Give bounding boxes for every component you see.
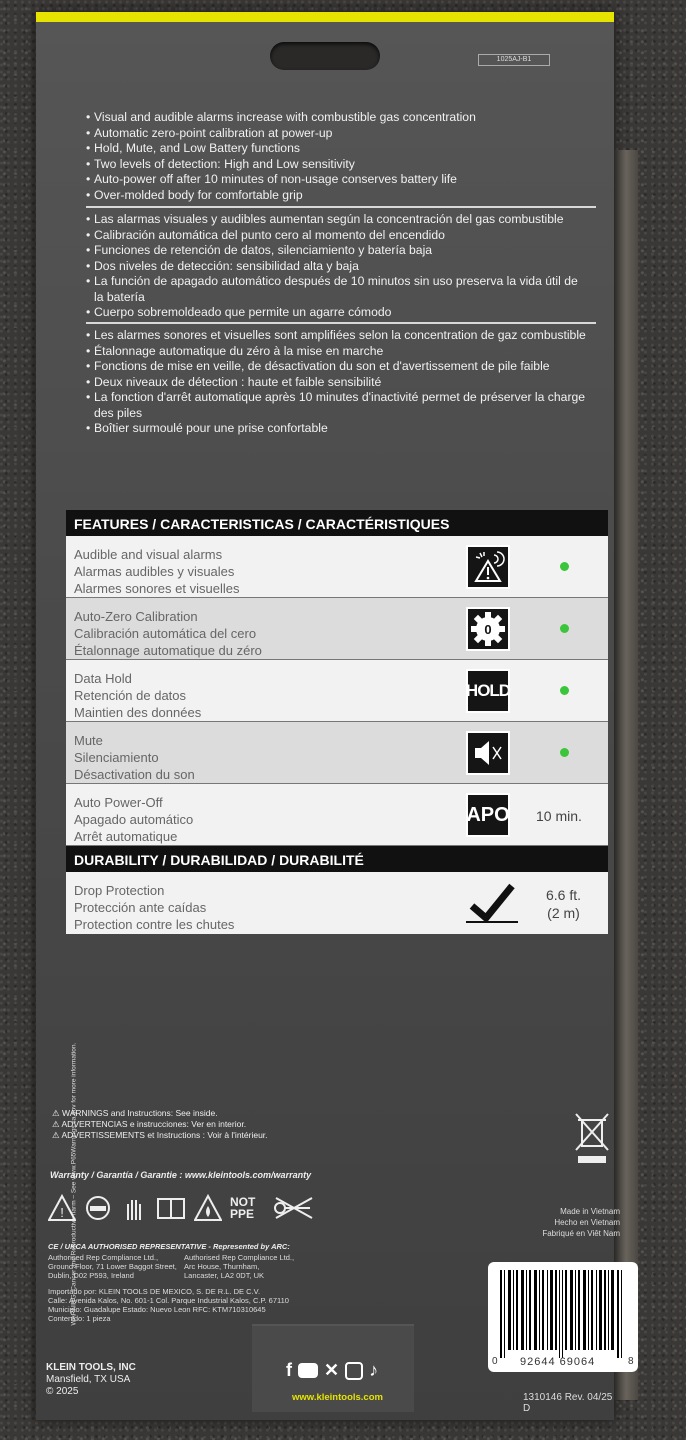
feature-row (66, 722, 608, 784)
features-header: FEATURES / CARACTERISTICAS / CARACTÉRISTIQUES (66, 510, 608, 536)
apo-icon: APO (466, 793, 510, 837)
instagram-icon (345, 1362, 363, 1380)
rep-line: Lancaster, LA2 0DT, UK (184, 1271, 265, 1280)
weee-bin-icon (572, 1110, 612, 1175)
bullet: • Two levels of detection: High and Low sensitivity (86, 157, 606, 173)
durability-header: DURABILITY / DURABILIDAD / DURABILITÉ (66, 846, 608, 872)
x-icon: ✕ (324, 1360, 340, 1380)
made-in-line: Fabriqué en Viêt Nam (542, 1229, 620, 1238)
importer-line: Municipio: Guadalupe Estado: Nuevo Leon RFC: KTM710310645 (48, 1305, 266, 1314)
warning-triangle-icon (48, 1194, 76, 1222)
bullet: • Cuerpo sobremoldeado que permite un agarre cómodo (86, 305, 606, 321)
importer-block (48, 1287, 289, 1323)
bullet: • Hold, Mute, and Low Battery functions (86, 141, 606, 157)
rep-line: Ground Floor, 71 Lower Baggot Street, (48, 1262, 177, 1271)
feature-line: Mute (74, 733, 103, 748)
bullet: • Auto-power off after 10 minutes of non-usage conserves battery life (86, 172, 606, 188)
package-back (36, 12, 634, 1420)
french-bullets (86, 328, 606, 437)
gear-zero-icon (466, 607, 510, 651)
barcode-right-digit: 8 (628, 1356, 634, 1367)
durability-line: Protection contre les chutes (74, 917, 235, 932)
drop-height-ft: 6.6 ft. (546, 887, 582, 903)
not-ppe-label: NOT PPE (230, 1195, 256, 1221)
rep-line: Authorised Rep Compliance Ltd., (48, 1253, 159, 1262)
feature-line: Auto-Zero Calibration (74, 609, 198, 624)
feature-line: Désactivation du son (74, 767, 195, 782)
divider (86, 206, 596, 208)
alarm-icon (466, 545, 510, 589)
importer-line: Contenido: 1 pieza (48, 1314, 111, 1323)
company-name: KLEIN TOOLS, INC (46, 1362, 136, 1373)
durability-text (74, 882, 234, 933)
bullet: • Les alarmes sonores et visuelles sont amplifiées selon la concentration de gaz combustible (86, 328, 606, 344)
barcode-digits: 92644 69064 (520, 1356, 596, 1368)
bullet: • Over-molded body for comfortable grip (86, 188, 606, 204)
barcode-left-digit: 0 (492, 1356, 498, 1367)
features-table (66, 510, 608, 934)
revision-code: 1310146 Rev. 04/25 D (523, 1392, 613, 1414)
bullet: • Étalonnage automatique du zéro à la mise en marche (86, 344, 606, 360)
social-panel (252, 1324, 414, 1412)
warranty: Warranty / Garantía / Garantie : www.kleintools.com/warranty (50, 1170, 312, 1180)
bullet: • Visual and audible alarms increase with combustible gas concentration (86, 110, 606, 126)
bullet: • Deux niveaux de détection : haute et faible sensibilité (86, 375, 606, 391)
youtube-icon (298, 1363, 318, 1378)
feature-text (74, 608, 262, 659)
ce-header: CE / UKCA AUTHORISED REPRESENTATIVE - Represented by ARC: (48, 1242, 290, 1251)
feature-line: Auto Power-Off (74, 795, 163, 810)
barcode-label (488, 1262, 638, 1372)
importer-line: Importado por: KLEIN TOOLS DE MEXICO, S. DE R.L. DE C.V. (48, 1287, 261, 1296)
made-in-line: Hecho en Vietnam (554, 1218, 620, 1227)
warning-line: ⚠ WARNINGS and Instructions: See inside. (52, 1108, 218, 1118)
gloves-icon (120, 1194, 148, 1222)
durability-line: Protección ante caídas (74, 900, 207, 915)
company-location: Mansfield, TX USA (46, 1374, 131, 1385)
website-link[interactable]: www.kleintools.com (292, 1392, 383, 1403)
yellow-top-edge (36, 12, 614, 22)
feature-line: Apagado automático (74, 812, 194, 827)
feature-row (66, 660, 608, 722)
feature-line: Arrêt automatique (74, 829, 178, 844)
svg-text:0: 0 (484, 622, 492, 637)
warning-text: WARNINGS and Instructions: See inside. (61, 1108, 218, 1118)
feature-line: Retención de datos (74, 688, 187, 703)
rep-line: Dublin, D02 P593, Ireland (48, 1271, 134, 1280)
eye-protection-icon (84, 1194, 112, 1222)
made-in-block (536, 1206, 620, 1239)
warning-text: ADVERTISSEMENTS et Instructions : Voir à l'intérieur. (61, 1130, 268, 1140)
spanish-bullets (86, 212, 606, 321)
feature-line: Maintien des données (74, 705, 202, 720)
feature-text (74, 794, 193, 845)
feature-line: Étalonnage automatique du zéro (74, 643, 262, 658)
bullet: • Las alarmas visuales y audibles aumentan según la concentración del gas combustible (86, 212, 606, 228)
manual-icon (156, 1194, 186, 1222)
included-indicator (560, 748, 569, 757)
side-warning: WARNING: Cancer and Reproductive harm – See www.P65Warnings.ca.gov for more information. (70, 1042, 78, 1326)
bullet: • Fonctions de mise en veille, de désactivation du son et d'avertissement de pile faible (86, 359, 606, 375)
bullet: • Automatic zero-point calibration at power-up (86, 126, 606, 142)
svg-text:!: ! (60, 1205, 64, 1220)
facebook-icon: f (286, 1360, 292, 1380)
feature-text (74, 546, 239, 597)
bullet-continuation: la batería (94, 289, 145, 304)
part-code-box: 1025AJ-B1 (478, 54, 550, 66)
warnings-block (52, 1108, 268, 1141)
feature-text (74, 670, 201, 721)
flame-warning-icon (194, 1194, 222, 1222)
included-indicator (560, 686, 569, 695)
feature-text (74, 732, 195, 783)
warning-text: ADVERTENCIAS e instrucciones: Ver en interior. (61, 1119, 247, 1129)
feature-row (66, 784, 608, 846)
social-icons (286, 1360, 378, 1381)
bullet: • La función de apagado automático después de 10 minutos sin uso preserva la vida útil de (86, 274, 606, 290)
feature-line: Silenciamiento (74, 750, 159, 765)
hold-icon: HOLD (466, 669, 510, 713)
feature-line: Data Hold (74, 671, 132, 686)
feature-row (66, 536, 608, 598)
mute-icon (466, 731, 510, 775)
drop-height (546, 886, 581, 922)
hang-hole (270, 42, 380, 70)
rep-right (184, 1253, 294, 1280)
no-tool-icon (270, 1194, 316, 1222)
durability-line: Drop Protection (74, 883, 165, 898)
importer-line: Calle: Avenida Kalos, No. 601-1 Col. Parque Industrial Kalos, C.P. 67110 (48, 1296, 289, 1305)
included-indicator (560, 624, 569, 633)
feature-line: Alarmas audibles y visuales (74, 564, 235, 579)
tiktok-icon: ♪ (369, 1360, 379, 1380)
bullet-continuation: des piles (94, 405, 143, 420)
rep-line: Authorised Rep Compliance Ltd., (184, 1253, 295, 1262)
durability-row (66, 872, 608, 934)
feature-row (66, 598, 608, 660)
bullet: • Boîtier surmoulé pour une prise confortable (86, 421, 606, 437)
bullet: • La fonction d'arrêt automatique après 10 minutes d'inactivité permet de préserver la charge (86, 390, 606, 406)
feature-line: Alarmes sonores et visuelles (74, 581, 240, 596)
safety-icons (48, 1194, 316, 1222)
svg-text:i: i (169, 1203, 173, 1217)
included-indicator (560, 562, 569, 571)
drop-height-m: (2 m) (547, 905, 580, 921)
feature-line: Audible and visual alarms (74, 547, 223, 562)
bullet: • Funciones de retención de datos, silenciamiento y batería baja (86, 243, 606, 259)
english-bullets (86, 110, 606, 203)
auto-off-value: 10 min. (536, 808, 582, 824)
warning-line: ⚠ ADVERTISSEMENTS et Instructions : Voir à l'intérieur. (52, 1130, 268, 1140)
bullet: • Calibración automática del punto cero al momento del encendido (86, 228, 606, 244)
rep-line: Arc House, Thurnham, (184, 1262, 260, 1271)
warning-line: ⚠ ADVERTENCIAS e instrucciones: Ver en interior. (52, 1119, 247, 1129)
bullet: • Dos niveles de detección: sensibilidad alta y baja (86, 259, 606, 275)
rep-left (48, 1253, 177, 1280)
divider (86, 322, 596, 324)
company-block (46, 1362, 136, 1398)
made-in-line: Made in Vietnam (560, 1207, 620, 1216)
feature-line: Calibración automática del cero (74, 626, 257, 641)
copyright: © 2025 (46, 1386, 79, 1397)
drop-check-icon (464, 880, 520, 931)
